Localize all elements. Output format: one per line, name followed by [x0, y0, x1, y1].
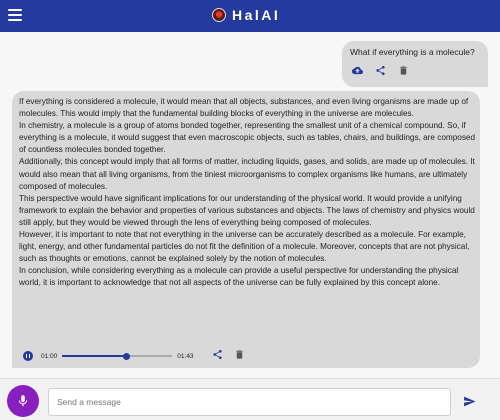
microphone-button[interactable]	[7, 385, 39, 417]
message-input[interactable]	[48, 388, 451, 416]
delete-icon[interactable]	[398, 65, 409, 76]
audio-duration: 01:43	[177, 352, 194, 360]
ai-paragraph: In conclusion, while considering everything as a molecule can provide a useful perspective for understanding the physical world, it is important to acknowledge that not all aspects of the universe can be fully explained by this concept alone.	[19, 266, 459, 288]
halai-logo-icon	[212, 8, 226, 22]
ai-paragraph: This perspective would have significant implications for our understanding of the physical world. It would provide a unifying framework to explain the behavior and properties of various substances and objects. The laws of chemistry and physics would still apply, but they would be viewed through the lens of everything being composed of molecules.	[19, 193, 475, 227]
audio-seek-bar[interactable]	[62, 355, 172, 357]
ai-paragraph: However, it is important to note that not everything in the universe can be accurately described as a molecule. For example, light, energy, and other fundamental particles do not fit the definition of a molecule. Moreover, concepts that are not physical, such as thoughts or emotions, cannot be explained solely by the notion of molecules.	[19, 230, 470, 264]
microphone-icon	[16, 394, 30, 408]
user-message-text: What if everything is a molecule?	[350, 47, 475, 57]
share-icon[interactable]	[375, 65, 386, 76]
ai-message-actions	[212, 349, 245, 360]
audio-current-time: 01:00	[41, 352, 58, 360]
user-message-actions	[352, 65, 409, 76]
app-title: HalAI	[232, 7, 281, 23]
delete-icon[interactable]	[234, 349, 245, 360]
composer-bar	[0, 378, 500, 420]
share-icon[interactable]	[212, 349, 223, 360]
send-icon[interactable]	[463, 395, 476, 408]
brand	[212, 7, 280, 23]
ai-paragraph: In chemistry, a molecule is a group of atoms bonded together, representing the smallest unit of a chemical compound. So, if everything is a molecule, it would suggest that even macroscopic objects, such as tables, chairs, and buildings, are composed of countless molecules bonded together.	[19, 121, 476, 155]
chat-area[interactable]	[0, 32, 500, 378]
pause-icon[interactable]	[23, 351, 33, 361]
ai-paragraph: Additionally, this concept would imply that all forms of matter, including liquids, gases, and solids, are made up of molecules. It would also mean that all living organisms, from the tiniest microorganisms to complex organisms like humans, are ultimately composed of molecules.	[19, 157, 475, 191]
app-header	[0, 0, 500, 32]
hamburger-menu-icon[interactable]	[8, 9, 22, 21]
user-message-bubble	[342, 41, 488, 87]
ai-paragraph: If everything is considered a molecule, it would mean that all objects, substances, and even living organisms are made up of molecules. This would imply that the fundamental building blocks of everything in the universe are molecules.	[19, 97, 469, 119]
audio-progress-fill	[62, 355, 126, 357]
audio-seek-knob[interactable]	[123, 353, 130, 360]
ai-message-text	[19, 96, 475, 290]
ai-message-bubble	[12, 91, 480, 368]
cloud-upload-icon[interactable]	[352, 65, 363, 76]
